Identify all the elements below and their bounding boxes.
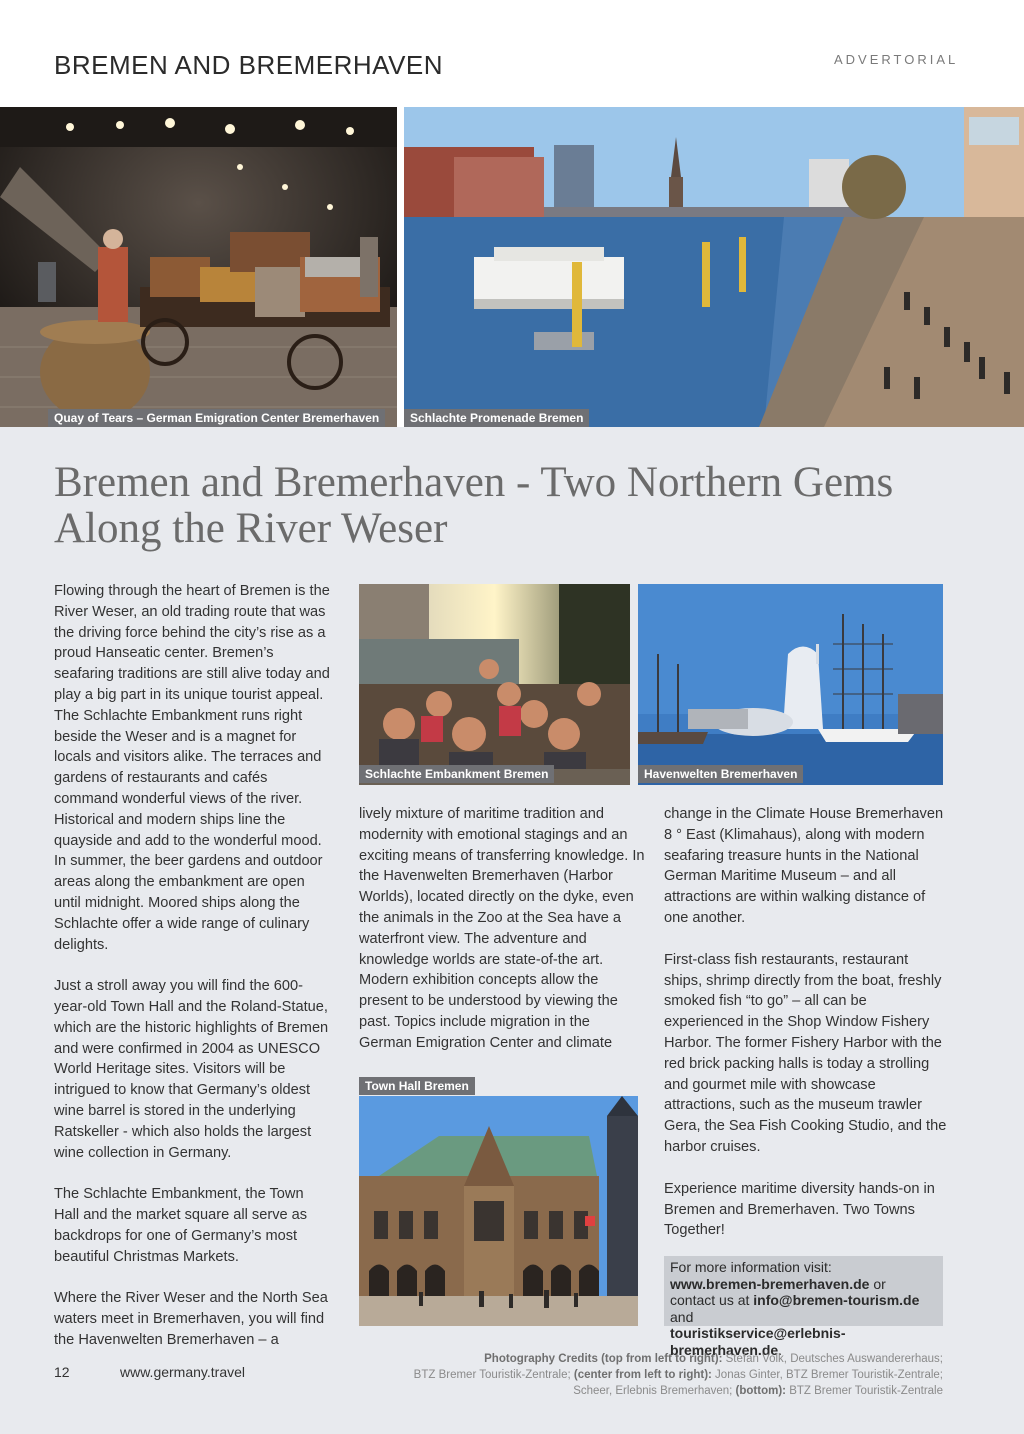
paragraph: lively mixture of maritime tradition and modernity with emotional stagings and an exciting means of transferring knowledge. In the Havenwelten Bremerhaven (Harbor Worlds), located directly on the dyke, even the animals in the Zoo at the Sea have a waterfront view. The adventure and knowledge worlds are state-of-the art. Modern exhibition concepts allow the present to be understood by viewing the past. Topics include migration in the German Emigration Center and climate [359,806,645,1051]
column-2 [359,804,645,1074]
caption-schlachte-promenade: Schlachte Promenade Bremen [404,409,589,427]
column-3 [664,804,947,1262]
paragraph: Where the River Weser and the North Sea waters meet in Bremerhaven, you will find the Havenwelten Bremerhaven – a [54,1290,328,1348]
article-headline: Bremen and Bremerhaven - Two Northern Gems Along the River Weser [54,459,894,552]
paragraph: Just a stroll away you will find the 600-year-old Town Hall and the Roland-Statue, which are the historic highlights of Bremen and were confirmed in 2004 as UNESCO World Heritage sites. Visitors will be intrigued to know that Germany’s oldest wine barrel is stored in the underlying Ratskeller - which also holds the largest wine collection in Germany. [54,978,329,1161]
caption-schlachte-embankment: Schlachte Embankment Bremen [359,765,554,783]
credits-label: (bottom): [735,1385,786,1397]
embankment-illustration [359,584,630,785]
caption-quay-of-tears: Quay of Tears – German Emigration Center Bremerhaven [48,409,385,427]
credits-label: Photography Credits (top from left to right): [484,1353,723,1365]
promenade-illustration [404,107,1024,427]
caption-town-hall: Town Hall Bremen [359,1077,475,1095]
credits-label: (center from left to right): [573,1369,712,1381]
email-link-2[interactable]: touristikservice@erlebnis-bremerhaven.de [670,1325,846,1358]
info-box [664,1256,943,1358]
credits-text: Stefan Volk, Deutsches Auswandererhaus; [722,1353,943,1365]
page-number: 12 [54,1364,70,1380]
info-url-line [670,1276,937,1293]
photo-schlachte-embankment [359,584,630,785]
info-or: or [869,1275,886,1292]
paragraph: Experience maritime diversity hands-on in Bremen and Bremerhaven. Two Towns Together! [664,1180,935,1239]
town-hall-illustration [359,1096,638,1326]
paragraph: Flowing through the heart of Bremen is the River Weser, an old trading route that was the driving force behind the city’s rise as a proud Hanseatic center. Bremen’s seafaring traditions are still alive today and play a big part in its unique tourist appeal. The Schlachte Embankment runs right beside the Weser and is a magnet for locals and visitors alike. The terraces and gardens of restaurants and cafés command wonderful views of the river. Historical and modern ships line the quayside and add to the wonderful mood. In summer, the beer gardens and outdoor areas along the embankment are open until midnight. Moored ships along the Schlachte offer a wide range of culinary delights. [54,583,330,953]
caption-havenwelten: Havenwelten Bremerhaven [638,765,803,783]
website-link[interactable]: www.bremen-bremerhaven.de [670,1275,870,1292]
info-period: . [778,1341,783,1358]
email-link-1[interactable]: info@bremen-tourism.de [753,1292,920,1308]
info-and: and [670,1308,694,1325]
credits-text: BTZ Bremer Touristik-Zentrale [786,1385,943,1397]
info-contact: contact us at [670,1292,754,1308]
photo-schlachte-promenade [404,107,1024,427]
credits-text: Jonas Ginter, BTZ Bremer Touristik-Zentrale; [711,1369,943,1381]
credits-text: Scheer, Erlebnis Bremerhaven; [573,1385,736,1397]
column-1 [54,581,332,1371]
photo-havenwelten [638,584,943,785]
paragraph: The Schlachte Embankment, the Town Hall and the market square all serve as backdrops for one of Germany’s most beautiful Christmas Markets. [54,1186,308,1265]
photo-credits [380,1351,943,1399]
paragraph: First-class fish restaurants, restaurant ships, shrimp directly from the boat, freshly smoked fish “to go” – all can be experienced in the Shop Window Fishery Harbor. The former Fishery Harbor with the red brick packing halls is today a strolling and gourmet mile with showcase attractions, such as the museum trawler Gera, the Sea Fish Cooking Studio, and the harbor cruises. [664,951,947,1155]
photo-town-hall [359,1096,638,1326]
info-contact-line [670,1292,937,1325]
info-intro: For more information visit: [670,1259,832,1275]
footer-url: www.germany.travel [120,1364,246,1380]
advertorial-label: ADVERTORIAL [834,52,959,67]
photo-quay-of-tears [0,107,397,427]
emigration-center-illustration [0,107,397,427]
page-header-title: BREMEN AND BREMERHAVEN [54,50,444,80]
paragraph: change in the Climate House Bremerhaven 8 ° East (Klimahaus), along with modern seafaring treasure hunts in the National German Maritime Museum – and all attractions are within walking distance of one another. [664,806,944,926]
havenwelten-illustration [638,584,943,785]
credits-text: BTZ Bremer Touristik-Zentrale; [413,1369,574,1381]
